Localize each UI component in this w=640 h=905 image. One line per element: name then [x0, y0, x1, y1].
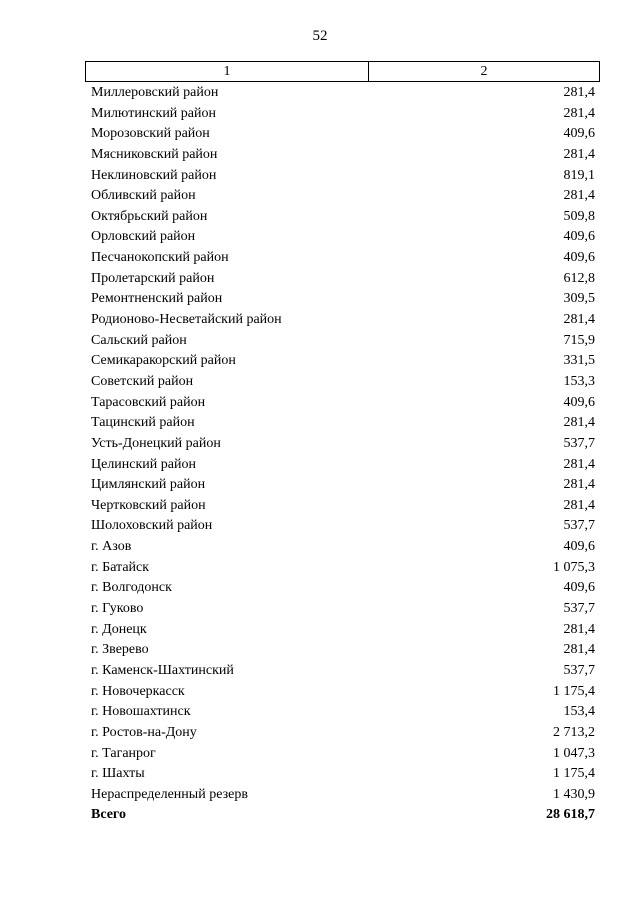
table-row: [91, 702, 595, 723]
amount-value: 409,6: [563, 394, 595, 410]
table-row: [91, 227, 595, 248]
district-name: г. Зверево: [91, 642, 149, 658]
district-name: г. Каменск-Шахтинский: [91, 662, 234, 678]
district-name: Неклиновский район: [91, 167, 217, 183]
table-row: [91, 455, 595, 476]
amount-value: 153,3: [563, 373, 595, 389]
table-row: [91, 83, 595, 104]
table-row: [91, 764, 595, 785]
amount-value: 281,4: [563, 105, 595, 121]
total-value: 28 618,7: [546, 807, 595, 823]
amount-value: 281,4: [563, 497, 595, 513]
district-name: Шолоховский район: [91, 518, 213, 534]
amount-value: 1 047,3: [553, 745, 595, 761]
district-name: г. Гуково: [91, 601, 144, 617]
table-row: [91, 331, 595, 352]
amount-value: 153,4: [563, 704, 595, 720]
amount-value: 281,4: [563, 642, 595, 658]
amount-value: 281,4: [563, 621, 595, 637]
district-name: Миллеровский район: [91, 85, 219, 100]
amount-value: 1 430,9: [553, 786, 595, 802]
table-row: [91, 248, 595, 269]
table-row: [91, 145, 595, 166]
table-row: [91, 516, 595, 537]
district-name: Сальский район: [91, 332, 187, 348]
district-name: Нераспределенный резерв: [91, 786, 248, 802]
amount-value: 409,6: [563, 539, 595, 555]
table-row: [91, 599, 595, 620]
amount-value: 409,6: [563, 250, 595, 266]
district-name: Цимлянский район: [91, 477, 206, 493]
amount-value: 509,8: [563, 208, 595, 224]
district-name: Милютинский район: [91, 105, 217, 121]
amount-value: 281,4: [563, 85, 595, 100]
district-name: Чертковский район: [91, 497, 206, 513]
amount-value: 819,1: [563, 167, 595, 183]
amount-value: 2 713,2: [553, 724, 595, 740]
table-row: [91, 393, 595, 414]
district-name: г. Донецк: [91, 621, 147, 637]
table-row: [91, 104, 595, 125]
district-name: Ремонтненский район: [91, 291, 223, 307]
table-row: [91, 537, 595, 558]
amount-value: 537,7: [563, 435, 595, 451]
district-name: Пролетарский район: [91, 270, 215, 286]
table-row: [91, 310, 595, 331]
district-name: Орловский район: [91, 229, 196, 245]
district-name: Тарасовский район: [91, 394, 206, 410]
district-name: Семикаракорский район: [91, 353, 236, 369]
page-number: 52: [312, 28, 328, 44]
district-name: Песчанокопский район: [91, 250, 229, 266]
table-row: [91, 785, 595, 806]
table-row: [91, 269, 595, 290]
amount-value: 281,4: [563, 146, 595, 162]
amount-value: 331,5: [563, 353, 595, 369]
district-name: г. Ростов-на-Дону: [91, 724, 197, 740]
amount-value: 537,7: [563, 518, 595, 534]
table-row: [91, 475, 595, 496]
table-row: [91, 351, 595, 372]
amount-value: 1 075,3: [553, 559, 595, 575]
amount-value: 537,7: [563, 601, 595, 617]
table-body: [91, 83, 595, 826]
table-row: [91, 723, 595, 744]
district-name: г. Азов: [91, 539, 132, 555]
district-name: Целинский район: [91, 456, 196, 472]
district-name: Октябрьский район: [91, 208, 208, 224]
table-row: [91, 578, 595, 599]
table-row: [91, 413, 595, 434]
amount-value: 281,4: [563, 477, 595, 493]
table-row: [91, 682, 595, 703]
amount-value: 1 175,4: [553, 766, 595, 782]
amount-value: 281,4: [563, 456, 595, 472]
district-name: г. Новошахтинск: [91, 704, 191, 720]
district-name: Тацинский район: [91, 415, 195, 431]
amount-value: 281,4: [563, 312, 595, 328]
table-row: [91, 186, 595, 207]
table-row: [91, 661, 595, 682]
table-header: [85, 61, 600, 82]
total-label: Всего: [91, 807, 126, 823]
district-name: Усть-Донецкий район: [91, 435, 221, 451]
district-name: Советский район: [91, 373, 194, 389]
district-name: Родионово-Несветайский район: [91, 312, 282, 328]
amount-value: 1 175,4: [553, 683, 595, 699]
table-row: [91, 372, 595, 393]
table-row: [91, 434, 595, 455]
total-row: [91, 805, 595, 826]
table-row: [91, 166, 595, 187]
district-name: Мясниковский район: [91, 146, 218, 162]
amount-value: 612,8: [563, 270, 595, 286]
table-row: [91, 640, 595, 661]
amount-value: 281,4: [563, 188, 595, 204]
table-row: [91, 620, 595, 641]
district-name: г. Шахты: [91, 766, 145, 782]
amount-value: 281,4: [563, 415, 595, 431]
district-name: г. Новочеркасск: [91, 683, 185, 699]
amount-value: 409,6: [563, 580, 595, 596]
district-name: г. Таганрог: [91, 745, 156, 761]
amount-value: 409,6: [563, 229, 595, 245]
column-header-2: 2: [480, 64, 488, 79]
table-row: [91, 558, 595, 579]
table-row: [91, 289, 595, 310]
column-header-1: 1: [86, 62, 369, 81]
amount-value: 715,9: [563, 332, 595, 348]
table-row: [91, 744, 595, 765]
table-row: [91, 124, 595, 145]
amount-value: 537,7: [563, 662, 595, 678]
table-row: [91, 496, 595, 517]
table-row: [91, 207, 595, 228]
amount-value: 309,5: [563, 291, 595, 307]
district-name: Морозовский район: [91, 126, 210, 142]
district-name: г. Волгодонск: [91, 580, 172, 596]
amount-value: 409,6: [563, 126, 595, 142]
district-name: г. Батайск: [91, 559, 150, 575]
district-name: Обливский район: [91, 188, 196, 204]
